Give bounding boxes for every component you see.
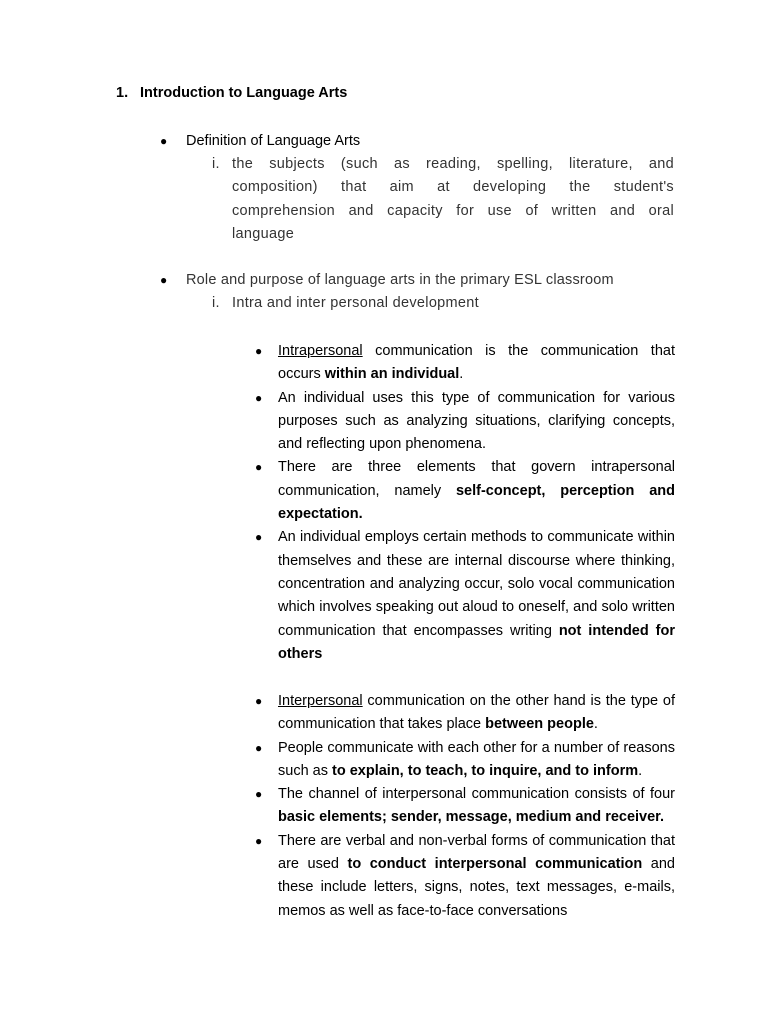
item-text: . [593,716,598,733]
bullet-dot: ● [255,390,263,405]
bullet-dot: ● [255,460,263,475]
item-bold-text: within an individual [324,366,460,383]
item-text: An individual employs certain methods to communicate within themselves and these are internal discourse where thinking, concentration and analyzing occur, solo vocal communication which involves speaking out aloud to oneself, and solo written communication that encompasses writing [278,529,675,639]
list-item [254,690,675,737]
bullet-dot: ● [160,273,168,287]
intrapersonal-list [254,340,675,666]
bullet-dot: ● [255,787,263,802]
bullet-label: Role and purpose of language arts in the primary ESL classroom [186,272,614,288]
list-item [254,783,675,830]
item-bold-text: basic elements; sender, message, medium and receiver. [278,809,665,826]
item-text: There are three elements that govern intrapersonal communication, namely [278,459,675,499]
list-item [254,526,675,666]
definition-text [212,153,674,247]
item-text: An individual uses this type of communication for various purposes such as analyzing situations, clarifying concepts, and reflecting upon phenomena. [278,389,675,453]
roman-numeral: i. [212,295,220,311]
list-item [254,387,675,457]
bullet-role-purpose [160,272,614,288]
development-heading [212,292,674,315]
item-bold-text: between people [485,716,594,733]
item-bold-text: to explain, to teach, to inquire, and to inform [332,762,639,779]
bullet-definition [160,133,360,149]
bullet-dot: ● [160,134,168,148]
item-text: and these include letters, signs, notes, text messages, e-mails, memos as well as face-to-face conversations [278,856,675,919]
item-text: communication on the other hand is the type of communication that takes place [278,693,675,733]
bullet-dot: ● [255,530,263,545]
item-bold-text: to conduct interpersonal communication [347,856,643,873]
bullet-label: Definition of Language Arts [186,133,361,149]
item-text: The channel of interpersonal communication consists of four [278,786,675,803]
item-text: . [638,762,643,779]
development-label: Intra and inter personal development [232,295,479,311]
section-number: 1. [116,85,129,101]
item-text: People communicate with each other for a number of reasons such as [278,739,675,779]
roman-numeral: i. [212,156,220,172]
section-title: Introduction to Language Arts [140,85,348,101]
section-heading [116,85,347,101]
list-item [254,830,675,923]
interpersonal-list [254,690,675,923]
bullet-dot: ● [255,740,263,755]
list-item [254,456,675,526]
item-bold-text: not intended for others [278,622,675,662]
list-item [254,340,675,387]
list-item [254,737,675,784]
item-bold-text: self-concept, perception and expectation. [278,482,675,523]
item-text: communication is the communication that occurs [278,343,675,383]
definition-body: the subjects (such as reading, spelling, literature, and composition) that aim at developing the student's comprehension and capacity for use of written and oral language [232,156,674,243]
term-interpersonal: Interpersonal [278,693,363,709]
item-text: There are verbal and non-verbal forms of communication that are used [278,832,675,873]
bullet-dot: ● [255,833,263,848]
item-text: . [459,366,464,383]
bullet-dot: ● [255,344,263,358]
term-intrapersonal: Intrapersonal [278,343,363,359]
bullet-dot: ● [255,694,263,708]
